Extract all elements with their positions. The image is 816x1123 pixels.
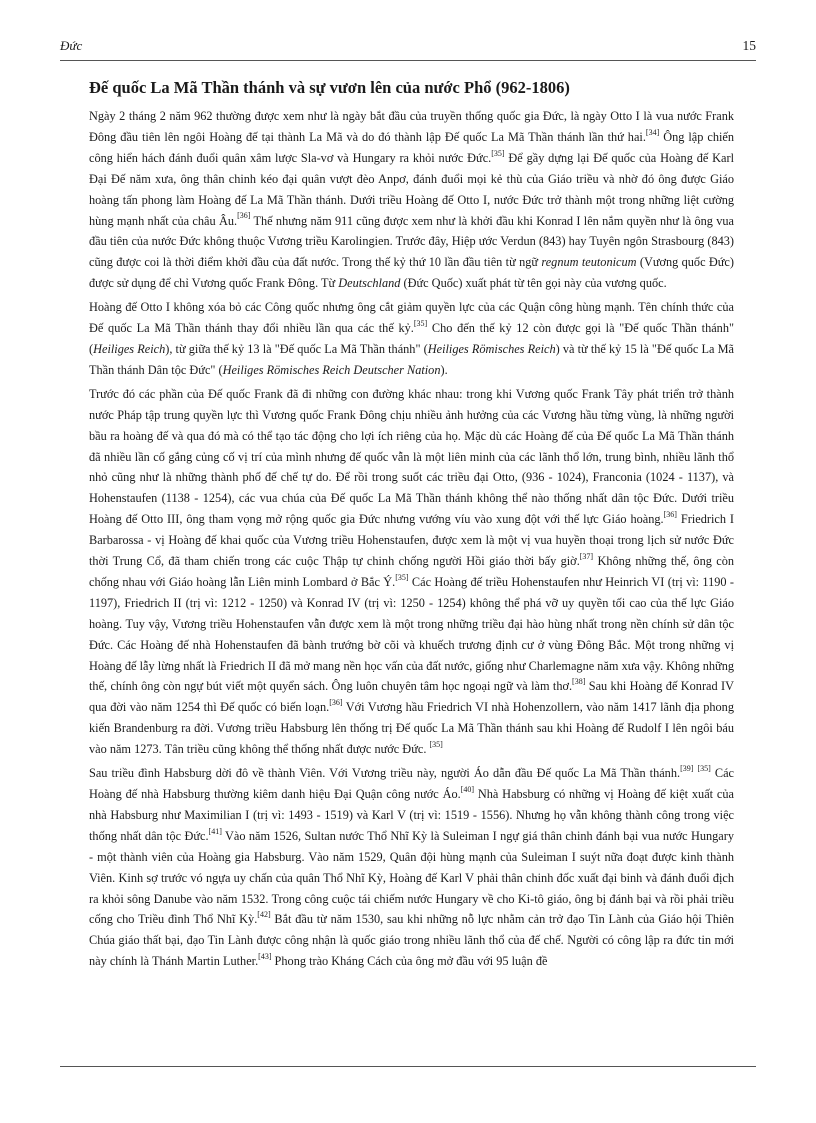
italic-term: Deutschland (338, 276, 401, 291)
citation-ref[interactable]: [40] (460, 784, 475, 794)
text-run: Để gầy dựng lại Đế quốc của Hoàng đế Karl Đại Đế năm xưa, ông thân chinh kéo đại quân vượt đèo Anpơ, đánh đuổi mọi kẻ thù của Giáo triều và nhờ đó ông được Giáo hoàng tấn phong làm Hoàng đế La Mã Thần thánh. Dưới triều Hoàng đế Otto I, nước Đức trở thành một trong những liệt cường hùng mạnh nhất của châu Âu. (89, 150, 734, 228)
citation-ref[interactable]: [41] (208, 826, 222, 836)
citation-ref[interactable]: [43] (258, 952, 272, 962)
text-run: Trước đó các phần của Đế quốc Frank đã đi những con đường khác nhau: trong khi Vương quốc Frank Tây phát triển trở thành nước Pháp tập trung quyền lực thì Vương quốc Frank Đông chịu nhiều ảnh hưởng của các Vương hầu từng vùng, là những người bầu ra hoàng đế và qua đó mà có thể tạo tác động cho lợi ích riêng của họ. Mặc dù các Hoàng đế của Đế quốc La Mã Thần thánh đã nhiều lần cố gắng củng cố vị trí của mình nhưng đế quốc vẫn là một liên minh của các lãnh thổ lớn, trung bình, nhiều lãnh thổ nhỏ cũng như là những thành phố đế chế tự do. Để rồi trong suốt các triều đại Otto, (936 - 1024), Franconia (1024 - 1137), và Hohenstaufen (1138 - 1254), các vua chúa của Đế quốc La Mã Thần thánh không thể nào thống nhất dân tộc Đức. Dưới triều Hoàng đế Otto III, ông tham vọng mở rộng quốc gia Đức nhưng vướng víu vào xung đột với thế lực Giáo hoàng. (89, 386, 734, 527)
paragraph (89, 384, 734, 760)
text-run: ). (440, 362, 448, 377)
text-run: Phong trào Kháng Cách của ông mở đầu với 95 luận đề (271, 954, 548, 969)
citation-ref[interactable]: [36] (663, 510, 677, 520)
citation-ref[interactable]: [36] (329, 698, 343, 708)
paragraph (89, 763, 734, 972)
article-body (89, 78, 734, 975)
italic-term: regnum teutonicum (541, 255, 637, 270)
text-run: (Đức Quốc) xuất phát từ tên gọi này của vương quốc. (400, 276, 667, 291)
text-run: Với Vương hầu Friedrich VI nhà Hohenzollern, vào năm 1417 lãnh địa phong kiến Brandenburg ra đời. Vương triều Habsburg lên thống trị Đế quốc La Mã Thần thánh sau khi Hoàng đế Rudolf I lên ngôi báu vào năm 1273. Tân triều cũng không thể thống nhất được nước Đức. (89, 700, 734, 757)
paragraph (89, 297, 734, 381)
text-run: Ngày 2 tháng 2 năm 962 thường được xem như là ngày bắt đầu của truyền thống quốc gia Đức, là ngày Otto I là vua nước Frank Đông đầu tiên lên ngôi Hoàng đế tại thành La Mã và do đó thành lập Đế quốc La Mã Thần thánh lần thứ hai. (89, 109, 734, 144)
section-title: Đế quốc La Mã Thần thánh và sự vươn lên của nước Phổ (962-1806) (89, 78, 570, 97)
text-run: ), từ giữa thế kỷ 13 là "Đế quốc La Mã Thần thánh" ( (165, 341, 428, 356)
text-run: ) và từ thế kỷ 15 là "Đế quốc La Mã Thần thánh Dân tộc Đức" ( (89, 341, 735, 377)
text-run: Các Hoàng đế triều Hohenstaufen như Heinrich VI (trị vì: 1190 - 1197), Friedrich II (trị vì: 1212 - 1250) và Konrad IV (trị vì: 1250 - 1254) không thể phá vỡ uy quyền tối cao của thế lực Giáo hoàng. Tuy vậy, Vương triều Hohenstaufen vẫn được xem là một trong những triều đại hào hùng nhất trong nền chính sử dân tộc Đức. Các Hoàng đế nhà Hohenstaufen đã bành trướng bờ cõi và khuếch trương định cư ở vùng Đông Bắc. Một trong những vị Hoàng đế lẫy lừng nhất là Friedrich II đã mở mang nền học vấn của đất nước, giống như Charlemagne năm xưa vậy. Không những thế, chính ông còn ngự bút viết một quyển sách. Ông luôn chuyên tâm học ngoại ngữ và làm thơ. (89, 574, 735, 694)
text-run: Các Hoàng đế nhà Habsburg thường kiêm danh hiệu Đại Quận công nước Áo. (89, 766, 734, 801)
header-divider (60, 60, 756, 61)
italic-term: Heiliges Reich (93, 341, 166, 356)
text-run: Không những thế, ông còn chống nhau với Giáo hoàng lẫn Liên minh Lombard ở Bắc Ý. (89, 554, 734, 589)
text-run: Friedrich I Barbarossa - vị Hoàng đế khai quốc của Vương triều Hohenstaufen, được xem là một vị vua huyền thoại trong lịch sử nước Đức thời Trung Cổ, đã tham chiến trong các cuộc Thập tự chinh chống người Hồi giáo thời bấy giờ. (89, 512, 734, 569)
page-number: 15 (742, 38, 756, 53)
text-run: Cho đến thế kỷ 12 còn được gọi là "Đế quốc Thần thánh" ( (89, 321, 734, 356)
text-run: Sau khi Hoàng đế Konrad IV qua đời vào năm 1254 thì Đế quốc có biến loạn. (89, 679, 734, 715)
text-run: Hoàng đế Otto I không xóa bỏ các Công quốc nhưng ông cắt giảm quyền lực của các Quận công hùng mạnh. Tên chính thức của Đế quốc La Mã Thần thánh thay đổi nhiều lần qua các thế kỷ. (89, 300, 734, 336)
text-run: Thế nhưng năm 911 cũng được xem như là khởi đầu khi Konrad I lên nắm quyền như là ông vua đầu tiên của nước Đức không thuộc Vương triều Karolingien. Trước đây, Hiệp ước Verdun (843) hay Tuyên ngôn Strasbourg (843) cũng được coi là thời điểm khởi đầu của đất nước. Trong thế kỷ thứ 10 lần đầu tiên từ ngữ (89, 213, 734, 270)
text-run: Bắt đầu từ năm 1530, sau khi những nỗ lực nhằm cản trở đạo Tin Lành của Giáo hội Thiên Chúa giáo thất bại, đạo Tin Lành được công nhận là quốc giáo trong nhiều lãnh thổ của đế chế. Người có công lập ra đức tin mới này chính là Thánh Martin Luther. (89, 912, 735, 969)
citation-ref[interactable]: [39] (680, 764, 694, 773)
citation-ref[interactable]: [35] (395, 572, 409, 582)
italic-term: Heiliges Römisches Reich Deutscher Nation (222, 362, 441, 377)
page-header (60, 38, 756, 60)
citation-ref[interactable]: [38] (572, 677, 586, 687)
text-run: (Vương quốc Đức) được sử dụng để chỉ Vương quốc Frank Đông. Từ (89, 255, 734, 291)
citation-ref[interactable]: [35] (429, 740, 443, 750)
text-run: Nhà Habsburg có những vị Hoàng đế kiệt xuất của nhà Habsburg như Maximilian I (trị vì: 1493 - 1519) và Karl V (trị vì: 1519 - 1556). Nhưng họ vẫn không thành công trong việc thống nhất dân tộc Đức. (89, 787, 734, 843)
citation-ref[interactable]: [36] (237, 211, 251, 221)
citation-ref[interactable]: [37] (579, 551, 594, 561)
text-run: Vào năm 1526, Sultan nước Thổ Nhĩ Kỳ là Suleiman I ngự giá thân chinh đánh bại vua nước Hungary - một thành viên của Hoàng gia Habsburg. Vào năm 1529, Quân đội hùng mạnh của Suleiman I suýt nữa đoạt được kinh thành Viên. Kinh sợ trước vó ngựa uy chấn của quân Thổ Nhĩ Kỳ, Hoàng đế Karl V phải thân chinh đốc xuất đại binh và đánh đuổi địch ra khỏi sông Danube vào năm 1532. Trong công cuộc tái chiếm nước Hungary về cho Ki-tô giáo, ông bị đánh bại và rồi phải triều cống cho Triều đình Thổ Nhĩ Kỳ. (89, 828, 734, 927)
citation-ref[interactable]: [34] (645, 127, 660, 137)
text-run: Ông lập chiến công hiển hách đánh đuổi quân xâm lược Sla-vơ và Hungary ra khỏi nước Đức. (89, 129, 734, 165)
citation-ref[interactable]: [35] (697, 764, 711, 773)
running-header-title: Đức (60, 38, 83, 53)
italic-term: Heiliges Römisches Reich (427, 341, 556, 356)
footer-divider (60, 1066, 756, 1067)
citation-ref[interactable]: [42] (257, 910, 271, 920)
paragraph (89, 106, 734, 294)
text-run: Sau triều đình Habsburg dời đô về thành Viên. Với Vương triều này, người Áo dẫn đầu Đế quốc La Mã Thần thánh. (89, 766, 681, 781)
citation-ref[interactable]: [35] (491, 148, 505, 158)
citation-ref[interactable]: [35] (413, 318, 428, 328)
